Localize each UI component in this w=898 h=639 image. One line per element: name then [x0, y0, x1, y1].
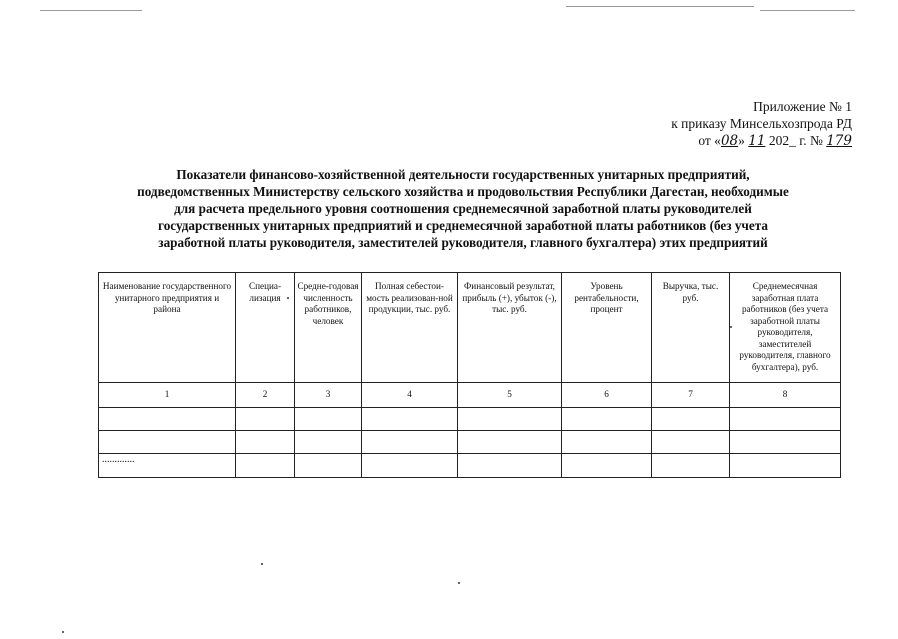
column-header-revenue: Выручка, тыс. руб.: [652, 273, 730, 383]
table-cell: [730, 408, 841, 431]
table-row: [99, 408, 841, 431]
date-mid: »: [738, 133, 749, 148]
appendix-label: Приложение № 1: [753, 99, 852, 114]
date-year: 202_ г. №: [765, 133, 827, 148]
table-row: [99, 431, 841, 454]
table-cell: [362, 408, 458, 431]
table-cell: [236, 454, 295, 478]
order-date-line: [671, 132, 852, 150]
ellipsis-cell: [99, 454, 236, 478]
table-cell: [458, 431, 562, 454]
table-cell: [652, 408, 730, 431]
table-cell: [362, 454, 458, 478]
column-number: 6: [562, 383, 652, 408]
table-cell: [362, 431, 458, 454]
column-number: 1: [99, 383, 236, 408]
table-cell: [295, 431, 362, 454]
table-cell: [562, 454, 652, 478]
column-number: 2: [236, 383, 295, 408]
column-number: 7: [652, 383, 730, 408]
table-cell: [730, 431, 841, 454]
scan-line-top-right-2: [760, 10, 855, 11]
column-header-profitability: Уровень рентабельности, процент: [562, 273, 652, 383]
table-cell: [295, 454, 362, 478]
speck: [261, 563, 263, 565]
ellipsis: .............: [102, 454, 135, 465]
title-line: заработной платы руководителя, заместителей руководителя, главного бухгалтера) этих предприятий: [158, 235, 768, 250]
column-header-headcount: Средне-годовая численность работников, человек: [295, 273, 362, 383]
scan-line-top-left: [40, 10, 142, 11]
table-cell: [652, 431, 730, 454]
title-line: подведомственных Министерству сельского хозяйства и продовольствия Республики Дагестан, необходимые: [137, 184, 789, 199]
column-header-specialization: Специа-лизация: [236, 273, 295, 383]
column-header-cost: Полная себестои-мость реализован-ной продукции, тыс. руб.: [362, 273, 458, 383]
order-number: 179: [826, 133, 852, 149]
title-line: для расчета предельного уровня соотношения среднемесячной заработной платы руководителей: [174, 201, 752, 216]
column-number: 8: [730, 383, 841, 408]
column-number: 4: [362, 383, 458, 408]
column-header-name: Наименование государственного унитарного предприятия и района: [99, 273, 236, 383]
speck: [458, 582, 460, 584]
date-prefix: от «: [698, 133, 721, 148]
table-cell: [99, 408, 236, 431]
table-cell: [295, 408, 362, 431]
scan-line-top-right: [566, 6, 754, 7]
title-line: Показатели финансово-хозяйственной деятельности государственных унитарных предприятий,: [176, 167, 750, 182]
table-cell: [236, 431, 295, 454]
table-header-row: [99, 273, 841, 383]
table-cell: [458, 408, 562, 431]
table-cell: [562, 408, 652, 431]
speck: [62, 631, 64, 633]
table-cell: [562, 431, 652, 454]
date-month: 11: [748, 133, 766, 149]
document-title: [92, 166, 834, 251]
table-cell: [652, 454, 730, 478]
table-cell: [458, 454, 562, 478]
table-cell: [99, 431, 236, 454]
table-cell: [730, 454, 841, 478]
table-row: [99, 454, 841, 478]
column-header-salary: Среднемесячная заработная плата работников (без учета заработной платы руководителя, заместителей руководителя, главного бухгалтера), руб.: [730, 273, 841, 383]
order-reference: к приказу Минсельхозпрода РД: [671, 116, 852, 131]
date-day: 08: [720, 133, 739, 149]
table-cell: [236, 408, 295, 431]
column-number: 3: [295, 383, 362, 408]
column-number: 5: [458, 383, 562, 408]
title-line: государственных унитарных предприятий и среднемесячной заработной платы работников (без учета: [158, 218, 768, 233]
indicators-table: [98, 272, 841, 478]
column-header-financial-result: Финансовый результат, прибыль (+), убыток (-), тыс. руб.: [458, 273, 562, 383]
appendix-header: [671, 98, 852, 150]
column-number-row: [99, 383, 841, 408]
